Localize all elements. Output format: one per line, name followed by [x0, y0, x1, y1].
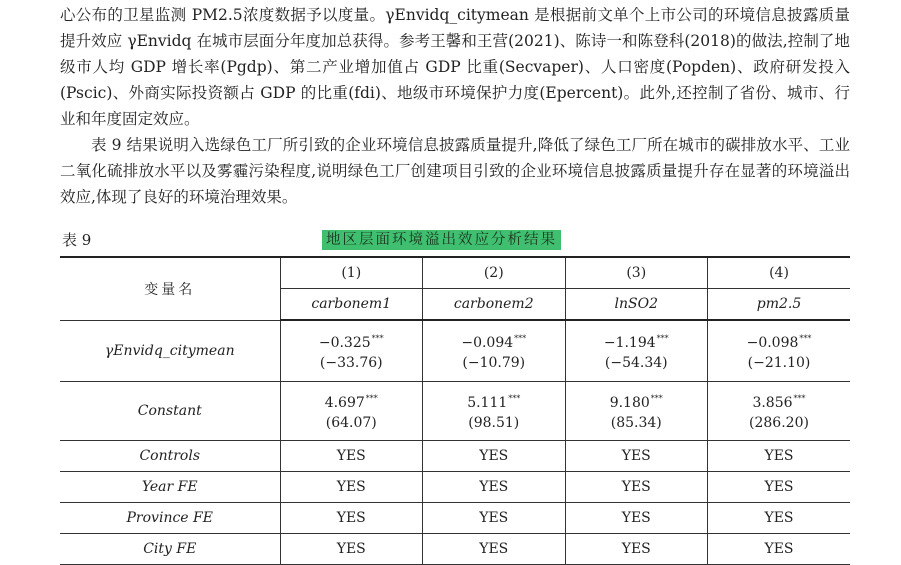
table-cell: −0.098 — [746, 334, 799, 351]
col-number: (4) — [708, 257, 851, 289]
table-cell: 9.180 — [609, 394, 650, 411]
table-cell: −0.325 — [318, 334, 371, 351]
table-cell: *** — [508, 393, 521, 403]
table-cell: 3.856 — [752, 394, 793, 411]
table-cell — [566, 327, 708, 351]
table-cell: *** — [365, 393, 378, 403]
table-row-city-fe — [60, 533, 850, 564]
table-cell: (−54.34) — [604, 354, 668, 371]
table-cell: *** — [656, 333, 669, 343]
table-cell: YES — [280, 502, 423, 533]
table-cell: (64.07) — [325, 414, 377, 431]
table-cell: YES — [280, 471, 423, 502]
table-cell: (286.20) — [749, 414, 809, 431]
table-cell: *** — [650, 393, 663, 403]
table-cell — [566, 387, 708, 411]
table-cell: YES — [423, 533, 566, 564]
table-cell: YES — [708, 440, 851, 471]
table-row-province-fe — [60, 502, 850, 533]
col-number: (2) — [423, 257, 566, 289]
table-cell: *** — [799, 333, 812, 343]
row-label: Year FE — [60, 471, 280, 502]
table-cell: (−10.79) — [462, 354, 526, 371]
table-cell: *** — [371, 333, 384, 343]
table-cell: YES — [565, 471, 708, 502]
paragraph-results: 表 9 结果说明入选绿色工厂所引致的企业环境信息披露质量提升,降低了绿色工厂所在城市的碳排放水平、工业二氧化硫排放水平以及雾霾污染程度,说明绿色工厂创建项目引致的企业环境信息披露质量提升存在显著的环境溢出效应,体现了良好的环境治理效果。 — [60, 136, 850, 206]
table-cell: 4.697 — [324, 394, 365, 411]
table-cell: YES — [423, 502, 566, 533]
table-cell — [281, 387, 423, 411]
table-cell — [423, 327, 565, 351]
variable-header: 变量名 — [60, 257, 280, 320]
table-cell: −0.094 — [461, 334, 514, 351]
col-name: carbonem1 — [280, 289, 423, 321]
table-cell: YES — [565, 440, 708, 471]
table-cell: (85.34) — [610, 414, 662, 431]
table-cell: *** — [793, 393, 806, 403]
row-label: City FE — [60, 533, 280, 564]
col-name: pm2.5 — [708, 289, 851, 321]
col-number: (3) — [565, 257, 708, 289]
paragraph-variables: 心公布的卫星监测 PM2.5浓度数据予以度量。γEnvidq_citymean 是根据前文单个上市公司的环境信息披露质量提升效应 γEnvidq 在城市层面分年度加总获得。参考王馨和王营(2021)、陈诗一和陈登科(2018)的做法,控制了地级市人均 GDP 增长率(Pgdp)、第二产业增加值占 GDP 比重(Secvaper)、人口密度(Popden)、政府研发投入(Pscic)、外商实际投资额占 GDP 的比重(fdi)、地级市环境保护力度(Epercent)。此外,还控制了省份、城市、行业和年度固定效应。 — [60, 6, 850, 128]
table-cell: −1.194 — [603, 334, 656, 351]
table-cell: YES — [423, 471, 566, 502]
table-cell: YES — [708, 471, 851, 502]
table-cell: YES — [708, 533, 851, 564]
row-label: Province FE — [60, 502, 280, 533]
table-cell: 5.111 — [467, 394, 508, 411]
table-cell: YES — [423, 440, 566, 471]
table-cell — [423, 387, 565, 411]
regression-table — [60, 256, 850, 565]
table-title-highlighted: 地区层面环境溢出效应分析结果 — [322, 230, 561, 250]
table-number: 表 9 — [62, 231, 92, 249]
table-row-envidq — [60, 320, 850, 381]
col-name: carbonem2 — [423, 289, 566, 321]
table-row-controls — [60, 440, 850, 471]
table-cell — [281, 327, 423, 351]
table-cell — [708, 327, 850, 351]
row-label: Controls — [60, 440, 280, 471]
table-cell: YES — [708, 502, 851, 533]
table-cell: YES — [565, 502, 708, 533]
table-row-year-fe — [60, 471, 850, 502]
col-number: (1) — [280, 257, 423, 289]
table-cell: (−33.76) — [319, 354, 383, 371]
row-label: Constant — [60, 381, 280, 440]
table-cell: *** — [514, 333, 527, 343]
col-name: lnSO2 — [565, 289, 708, 321]
table-cell: YES — [280, 440, 423, 471]
row-label: γEnvidq_citymean — [60, 320, 280, 381]
table-cell: YES — [280, 533, 423, 564]
table-cell: (−21.10) — [747, 354, 811, 371]
table-row-constant — [60, 381, 850, 440]
table-cell: YES — [565, 533, 708, 564]
table-cell: (98.51) — [468, 414, 520, 431]
table-cell — [708, 387, 850, 411]
